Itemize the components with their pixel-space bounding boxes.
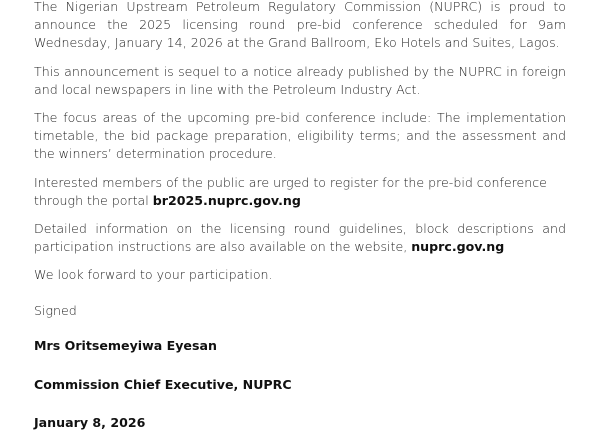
paragraph-focus-areas: The focus areas of the upcoming pre-bid conference include: The implementation timetable, the bid package preparation, eligibility terms; and the assessment and the winners’ determination procedure. — [34, 110, 566, 162]
signatory-title: Commission Chief Executive, NUPRC — [34, 377, 292, 393]
announcement-document — [34, 0, 566, 442]
website-link[interactable]: nuprc.gov.ng — [411, 239, 505, 255]
announcement-date: January 8, 2026 — [34, 415, 146, 431]
website-info-text: Detailed information on the licensing round guidelines, block descriptions and participation instructions are also available on the website, — [34, 221, 566, 255]
registration-portal-link[interactable]: br2025.nuprc.gov.ng — [152, 192, 301, 208]
paragraph-registration — [34, 174, 566, 210]
signed-label: Signed — [34, 302, 77, 318]
paragraph-intro: The Nigerian Upstream Petroleum Regulatory Commission (NUPRC) is proud to announce the 2025 licensing round pre-bid conference scheduled for 9am Wednesday, January 14, 2026 at the Grand Ballroom, Eko Hotels and Suites, Lagos. — [34, 0, 566, 51]
paragraph-sequel-notice: This announcement is sequel to a notice already published by the NUPRC in foreign and local newspapers in line with the Petroleum Industry Act. — [34, 63, 566, 97]
registration-text: Interested members of the public are urged to register for the pre-bid conference through the portal — [34, 174, 547, 208]
signatory-name: Mrs Oritsemeyiwa Eyesan — [34, 337, 217, 353]
closing-line: We look forward to your participation. — [34, 267, 273, 283]
paragraph-website-info — [34, 220, 566, 256]
